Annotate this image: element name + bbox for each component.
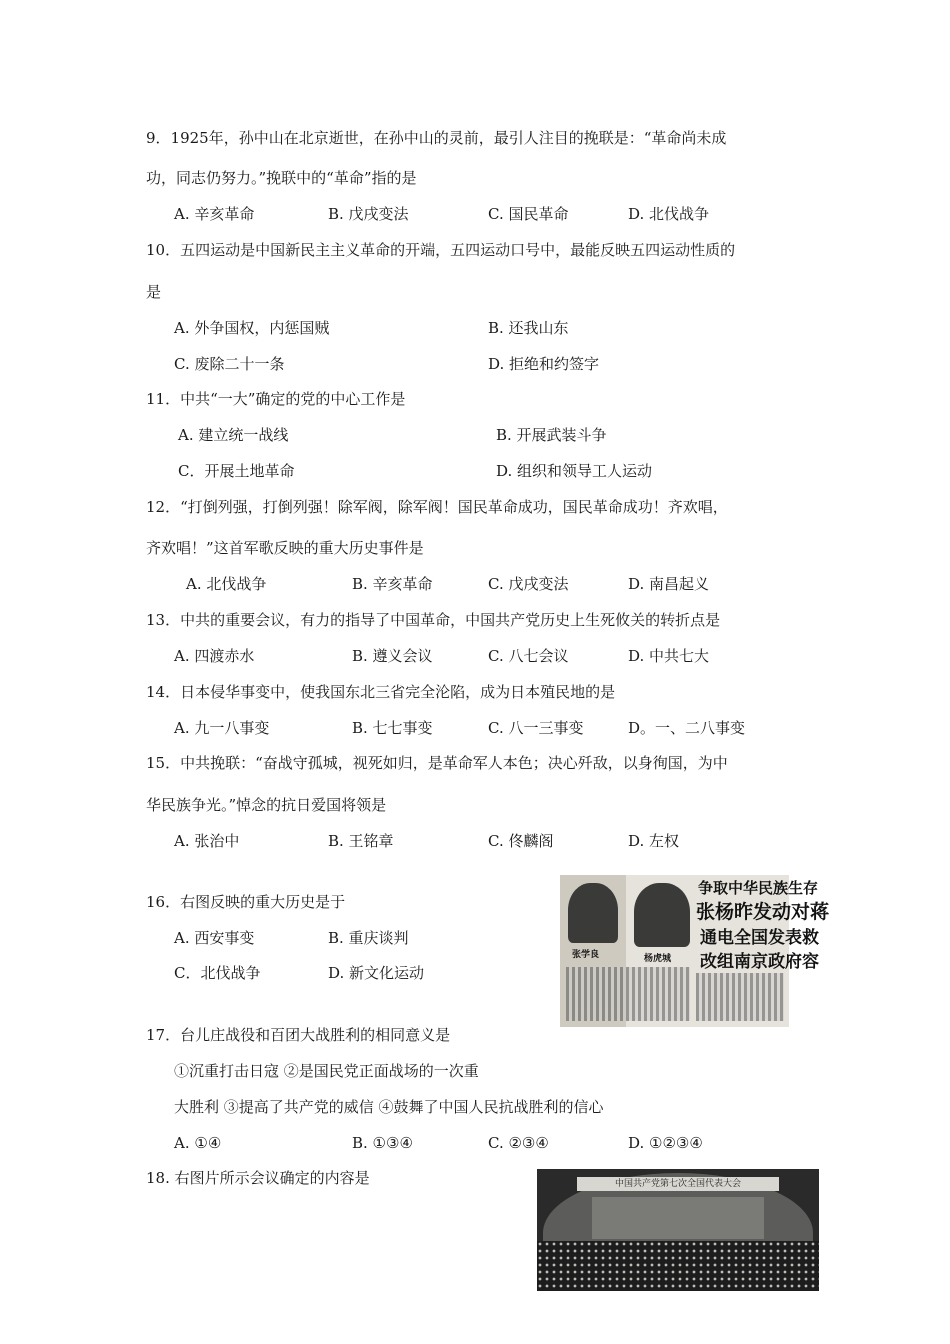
question-15-line-1 [146, 753, 728, 773]
q16-option-b[interactable]: B. 重庆谈判 [328, 929, 409, 947]
q16-option-c[interactable]: C．北伐战争 [174, 964, 261, 982]
q10-option-b[interactable]: B. 还我山东 [488, 319, 569, 337]
newspaper-photo [560, 875, 830, 1027]
q15-option-d[interactable]: D. 左权 [628, 832, 680, 850]
headline-1: 争取中华民族生存 [698, 879, 819, 897]
question-9-line-2: 功，同志仍努力。”挽联中的“革命”指的是 [146, 169, 417, 187]
q16-option-d[interactable]: D. 新文化运动 [328, 964, 425, 982]
question-12-line-2: 齐欢唱！”这首军歌反映的重大历史事件是 [146, 539, 424, 557]
q13-option-a[interactable]: A. 四渡赤水 [174, 647, 255, 665]
q17-option-a[interactable]: A. ①④ [174, 1134, 222, 1152]
question-16-text-1: 右图反映的重大历史是于 [180, 893, 346, 911]
hall-banner-text: 中国共产党第七次全国代表大会 [614, 1179, 741, 1189]
q14-option-b[interactable]: B. 七七事变 [352, 719, 433, 737]
q9-option-a[interactable]: A. 辛亥革命 [174, 205, 255, 223]
question-14-text-1: 日本侵华事变中，使我国东北三省完全沦陷，成为日本殖民地的是 [180, 683, 616, 701]
question-10-number: 10． [146, 241, 181, 259]
question-15-number: 15． [146, 754, 181, 772]
q13-option-b[interactable]: B. 遵义会议 [352, 647, 433, 665]
hall-banner [577, 1177, 779, 1191]
question-10-text-1: 五四运动是中国新民主主义革命的开端，五四运动口号中，最能反映五四运动性质的 [180, 241, 736, 259]
question-18-number: 18. [146, 1169, 175, 1187]
question-12-text-1: “打倒列强，打倒列强！除军阀，除军阀！国民革命成功，国民革命成功！齐欢唱， [180, 498, 728, 516]
portrait-right [634, 883, 690, 947]
caption-right: 杨虎城 [644, 954, 672, 964]
question-9-line-1 [146, 128, 726, 148]
q15-option-c[interactable]: C. 佟麟阁 [488, 832, 554, 850]
q15-option-a[interactable]: A. 张治中 [174, 832, 240, 850]
question-12-line-1 [146, 497, 728, 517]
question-14-line-1 [146, 682, 615, 702]
question-17-number: 17． [146, 1026, 181, 1044]
q12-option-a[interactable]: A. 北伐战争 [186, 575, 267, 593]
question-10-line-2: 是 [146, 283, 162, 301]
q10-option-c[interactable]: C. 废除二十一条 [174, 355, 285, 373]
q11-option-d[interactable]: D. 组织和领导工人运动 [496, 462, 653, 480]
q13-option-d[interactable]: D. 中共七大 [628, 647, 710, 665]
newspaper-body-text [566, 967, 690, 1021]
q13-option-c[interactable]: C. 八七会议 [488, 647, 569, 665]
question-14-number: 14． [146, 683, 181, 701]
q9-option-d[interactable]: D. 北伐战争 [628, 205, 710, 223]
question-17-line-1 [146, 1025, 450, 1045]
headline-2: 张杨昨发动对蒋 [696, 901, 830, 923]
question-16-number: 16． [146, 893, 181, 911]
headline-3: 通电全国发表救 [700, 928, 819, 948]
question-16-line-1 [146, 892, 345, 912]
q11-option-a[interactable]: A. 建立统一战线 [178, 426, 289, 444]
portrait-left [568, 883, 618, 943]
q17-option-c[interactable]: C. ②③④ [488, 1134, 549, 1152]
question-17-text-1: 台儿庄战役和百团大战胜利的相同意义是 [180, 1026, 451, 1044]
q17-option-b[interactable]: B. ①③④ [352, 1134, 413, 1152]
question-10-line-1 [146, 240, 735, 260]
question-17-line-3: 大胜利 ③提高了共产党的威信 ④鼓舞了中国人民抗战胜利的信心 [174, 1098, 604, 1116]
headline-4: 改组南京政府容 [700, 952, 819, 972]
question-11-text-1: 中共“一大”确定的党的中心工作是 [180, 390, 406, 408]
question-9-text-1: 1925年，孙中山在北京逝世，在孙中山的灵前，最引人注目的挽联是：“革命尚未成 [170, 129, 727, 147]
meeting-photo [537, 1169, 819, 1291]
question-15-line-2: 华民族争光。”悼念的抗日爱国将领是 [146, 796, 387, 814]
q15-option-b[interactable]: B. 王铭章 [328, 832, 394, 850]
q12-option-c[interactable]: C. 戊戌变法 [488, 575, 569, 593]
q11-option-c[interactable]: C．开展土地革命 [178, 462, 295, 480]
q16-option-a[interactable]: A. 西安事变 [174, 929, 255, 947]
q9-option-c[interactable]: C. 国民革命 [488, 205, 569, 223]
question-13-number: 13． [146, 611, 181, 629]
caption-left: 张学良 [572, 950, 600, 960]
q10-option-a[interactable]: A. 外争国权，内惩国贼 [174, 319, 330, 337]
question-18-text-1: 右图片所示会议确定的内容是 [174, 1169, 370, 1187]
question-9-number: 9． [146, 129, 171, 147]
question-15-text-1: 中共挽联：“奋战守孤城，视死如归，是革命军人本色；决心歼敌，以身徇国，为中 [180, 754, 728, 772]
q10-option-d[interactable]: D. 拒绝和约签字 [488, 355, 600, 373]
question-11-line-1 [146, 389, 405, 409]
question-13-text-1: 中共的重要会议，有力的指导了中国革命，中国共产党历史上生死攸关的转折点是 [180, 611, 721, 629]
q9-option-b[interactable]: B. 戊戌变法 [328, 205, 409, 223]
q14-option-a[interactable]: A. 九一八事变 [174, 719, 270, 737]
question-18-line-1 [146, 1168, 370, 1188]
q12-option-b[interactable]: B. 辛亥革命 [352, 575, 433, 593]
q14-option-d[interactable]: D。一、二八事变 [628, 719, 746, 737]
newspaper-body-text-right [696, 973, 784, 1021]
question-13-line-1 [146, 610, 720, 630]
q14-option-c[interactable]: C. 八一三事变 [488, 719, 584, 737]
question-17-line-2: ①沉重打击日寇 ②是国民党正面战场的一次重 [174, 1062, 479, 1080]
hall-crowd [537, 1241, 819, 1291]
question-11-number: 11． [146, 390, 181, 408]
hall-stage [592, 1197, 764, 1239]
q11-option-b[interactable]: B. 开展武装斗争 [496, 426, 607, 444]
q12-option-d[interactable]: D. 南昌起义 [628, 575, 710, 593]
question-12-number: 12． [146, 498, 181, 516]
q17-option-d[interactable]: D. ①②③④ [628, 1134, 703, 1152]
